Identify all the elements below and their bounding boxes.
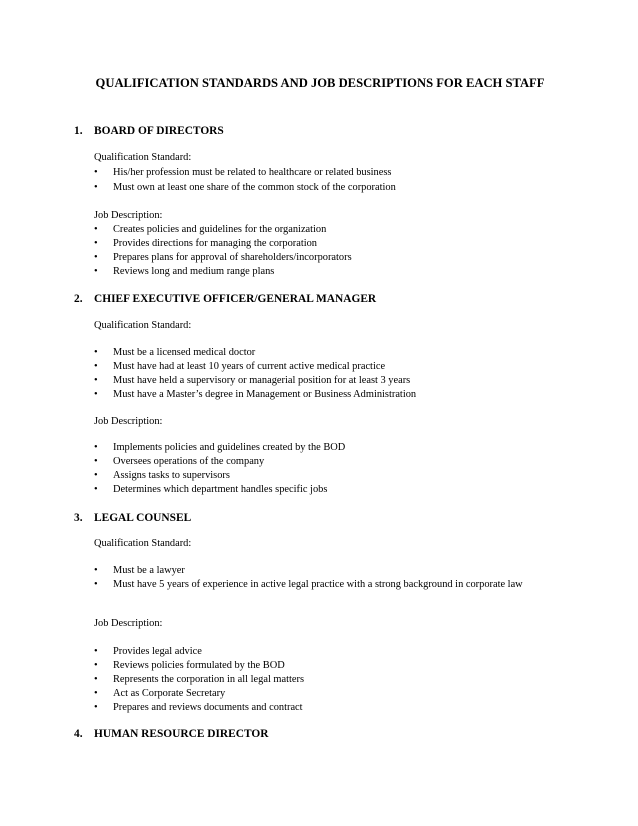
bullet-icon: • (94, 252, 98, 263)
list-item-text: Prepares plans for approval of shareholders/incorporators (113, 252, 352, 263)
bullet-icon: • (94, 688, 98, 699)
bullet-icon: • (94, 266, 98, 277)
list-item-text: Provides directions for managing the corporation (113, 238, 318, 249)
bullet-icon: • (94, 224, 98, 235)
list-item-text: Must have 5 years of experience in active legal practice with a strong background in corporate law (113, 579, 523, 590)
bullet-icon: • (94, 167, 98, 178)
list-item-text: Reviews long and medium range plans (113, 266, 275, 277)
qualification-label: Qualification Standard: (94, 538, 192, 549)
qualification-label: Qualification Standard: (94, 152, 192, 163)
section-title: LEGAL COUNSEL (94, 512, 192, 524)
bullet-icon: • (94, 238, 98, 249)
bullet-icon: • (94, 182, 98, 193)
bullet-icon: • (94, 361, 98, 372)
page-title: QUALIFICATION STANDARDS AND JOB DESCRIPTIONS FOR EACH STAFF (95, 76, 545, 90)
bullet-icon: • (94, 389, 98, 400)
bullet-icon: • (94, 660, 98, 671)
section-title: BOARD OF DIRECTORS (94, 125, 224, 137)
list-item-text: His/her profession must be related to healthcare or related business (113, 167, 392, 178)
bullet-icon: • (94, 646, 98, 657)
section-heading-legal-counsel (74, 511, 191, 525)
section-heading-ceo-general-manager (74, 292, 376, 306)
section-number: 3. (74, 512, 83, 524)
bullet-icon: • (94, 702, 98, 713)
bullet-icon: • (94, 579, 98, 590)
list-item-text: Must be a lawyer (113, 565, 185, 576)
bullet-icon: • (94, 375, 98, 386)
bullet-icon: • (94, 470, 98, 481)
list-item-text: Prepares and reviews documents and contract (113, 702, 303, 713)
section-heading-board-of-directors (74, 124, 224, 138)
qualification-label: Qualification Standard: (94, 320, 192, 331)
job-description-label: Job Description: (94, 210, 163, 221)
job-description-label: Job Description: (94, 618, 163, 629)
section-title: CHIEF EXECUTIVE OFFICER/GENERAL MANAGER (94, 293, 377, 305)
bullet-icon: • (94, 456, 98, 467)
section-heading-human-resource-director (74, 727, 268, 741)
list-item (94, 578, 566, 608)
list-item-text: Represents the corporation in all legal matters (113, 674, 305, 685)
list-item-text: Oversees operations of the company (113, 456, 265, 467)
bullet-icon: • (94, 442, 98, 453)
list-item-text: Implements policies and guidelines created by the BOD (113, 442, 346, 453)
list-item-text: Must own at least one share of the common stock of the corporation (113, 182, 396, 193)
list-item-text: Must have had at least 10 years of current active medical practice (113, 361, 386, 372)
bullet-icon: • (94, 347, 98, 358)
list-item-text: Must be a licensed medical doctor (113, 347, 256, 358)
section-number: 1. (74, 125, 83, 137)
section-title: HUMAN RESOURCE DIRECTOR (94, 728, 269, 740)
list-item-text: Provides legal advice (113, 646, 202, 657)
list-item-text: Creates policies and guidelines for the organization (113, 224, 327, 235)
list-item-text: Act as Corporate Secretary (113, 688, 226, 699)
list-item-text: Must have held a supervisory or managerial position for at least 3 years (113, 375, 411, 386)
list-item-text: Must have a Master’s degree in Management or Business Administration (113, 389, 417, 400)
bullet-icon: • (94, 484, 98, 495)
bullet-icon: • (94, 565, 98, 576)
bullet-icon: • (94, 674, 98, 685)
section-number: 2. (74, 293, 83, 305)
list-item-text: Assigns tasks to supervisors (113, 470, 230, 481)
section-number: 4. (74, 728, 83, 740)
job-description-label: Job Description: (94, 416, 163, 427)
list-item-text: Determines which department handles specific jobs (113, 484, 328, 495)
list-item-text: Reviews policies formulated by the BOD (113, 660, 285, 671)
